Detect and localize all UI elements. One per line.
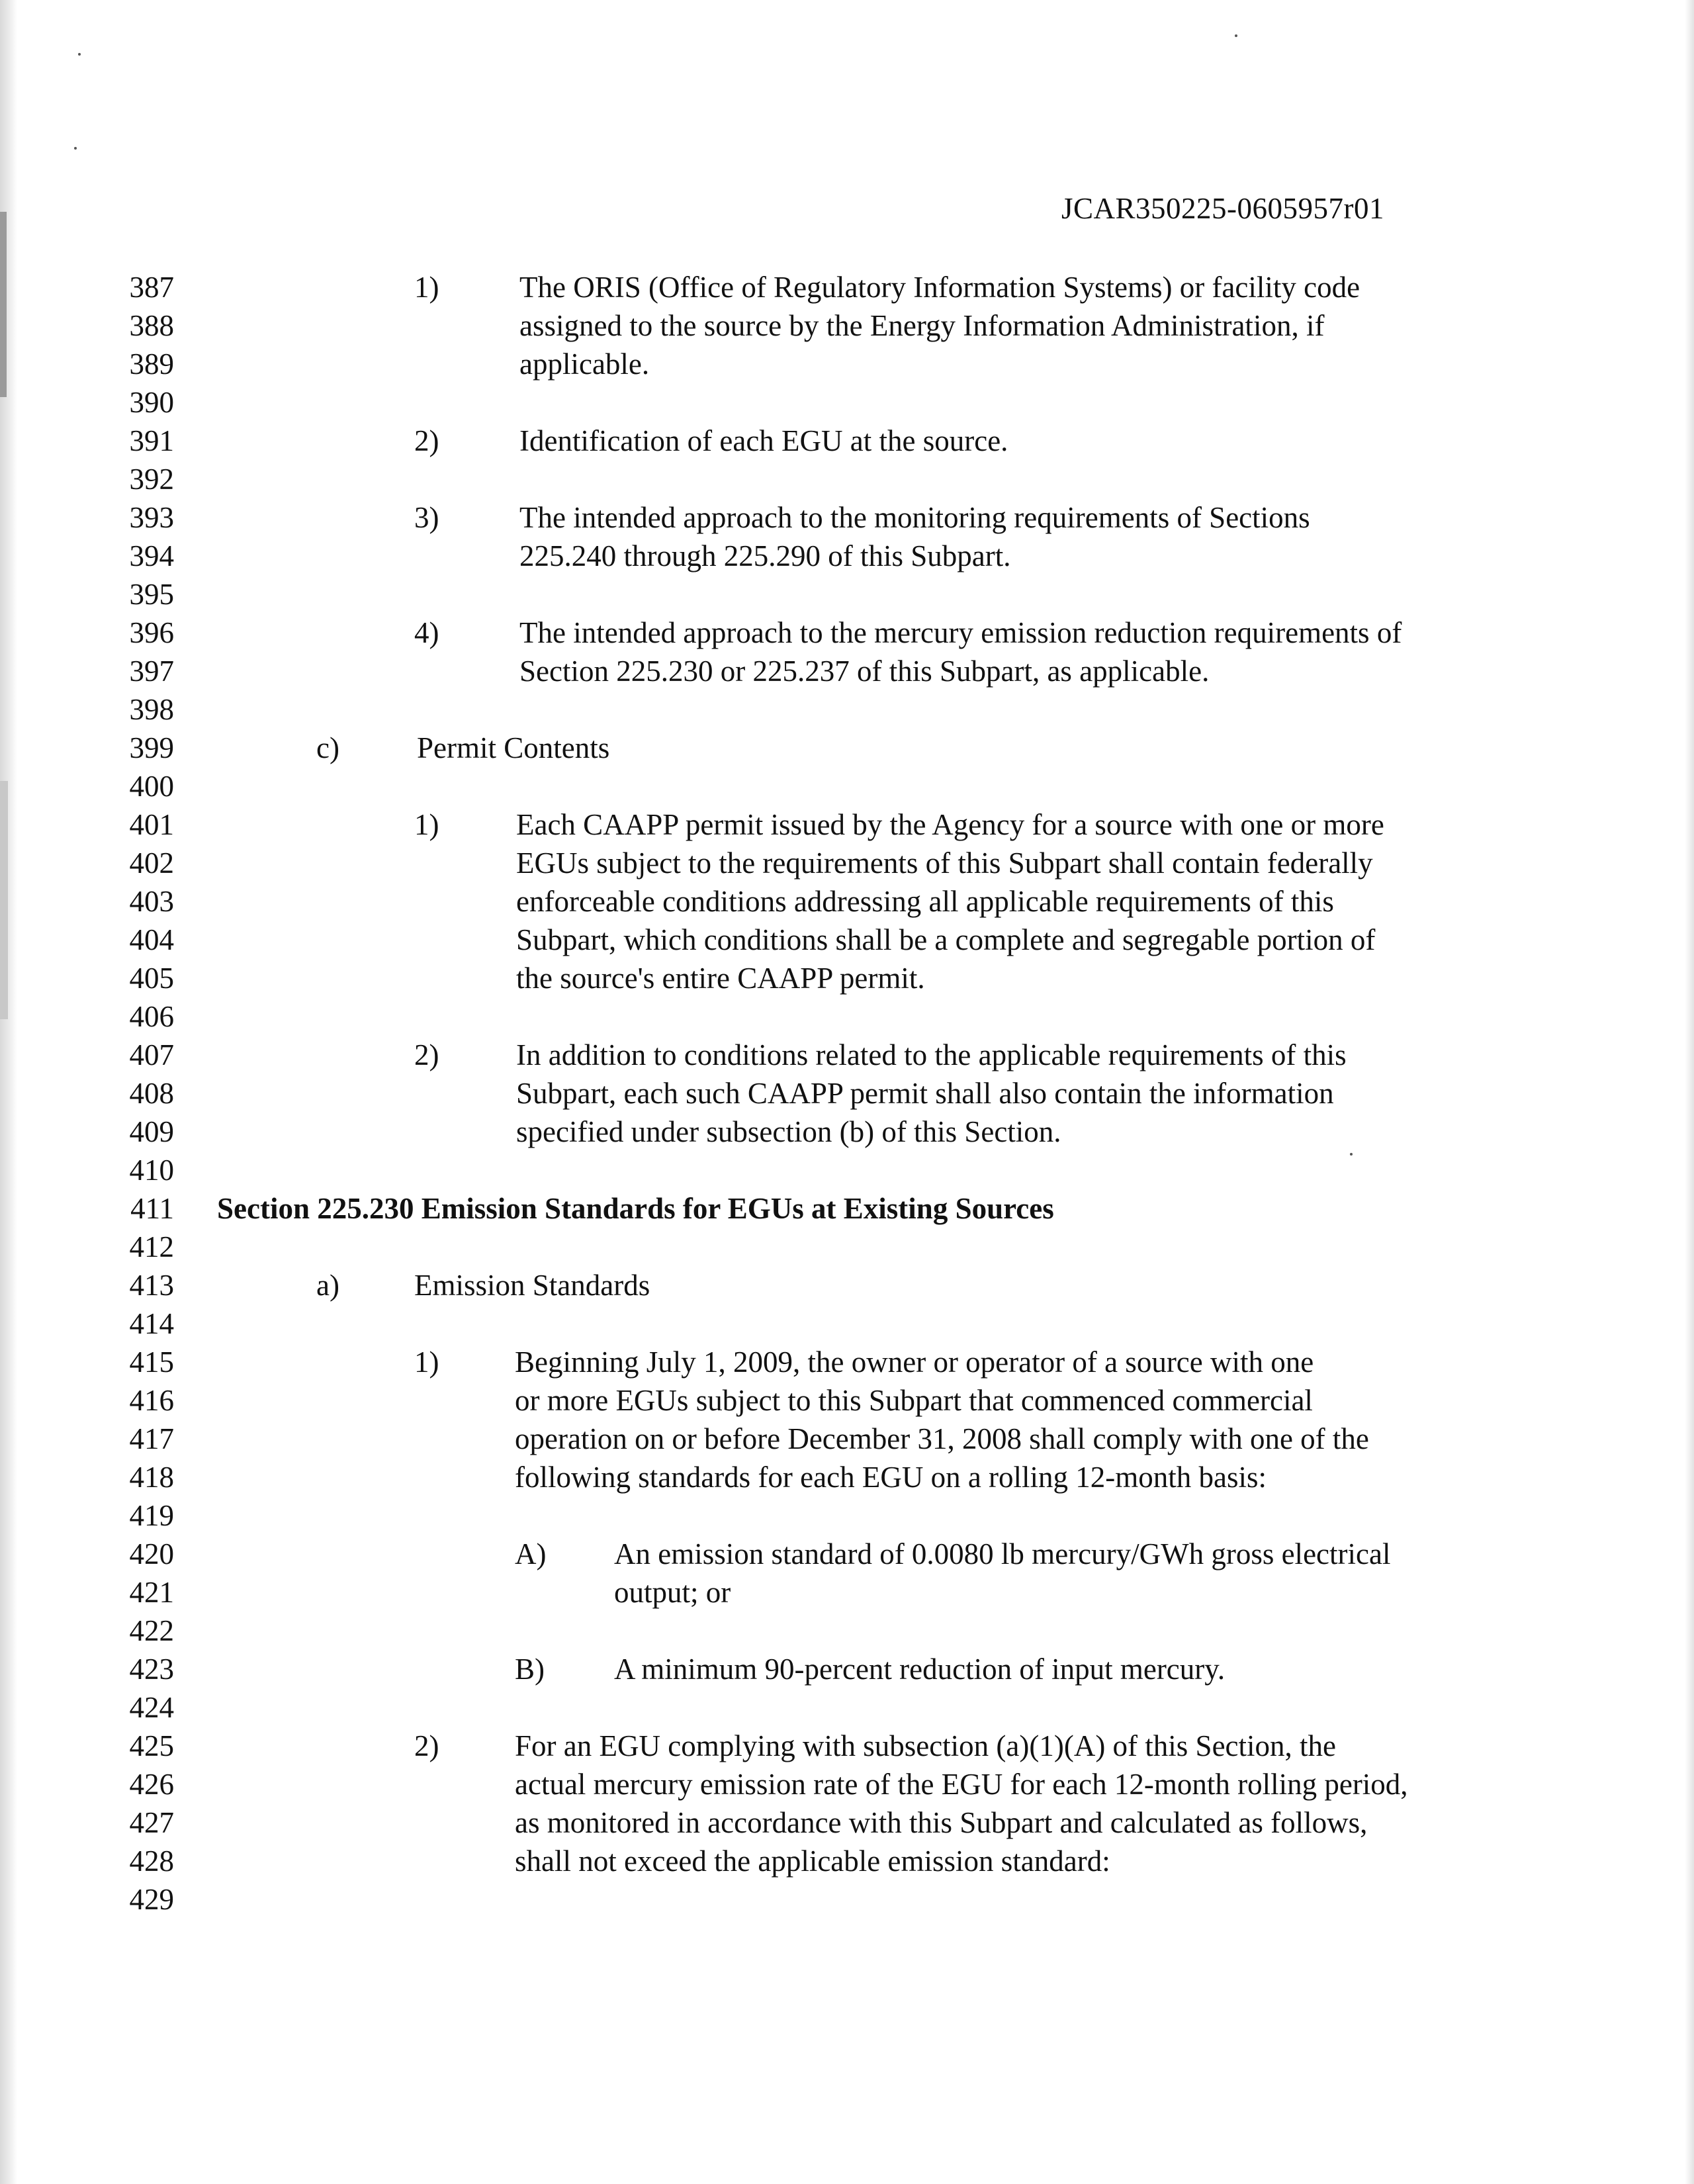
subsection-marker: a) [316, 1269, 339, 1302]
paragraph-line: actual mercury emission rate of the EGU for each 12-month rolling period, [515, 1768, 1408, 1801]
list-marker: 1) [414, 808, 439, 841]
paragraph-line: The intended approach to the monitoring requirements of Sections [519, 501, 1310, 534]
document-id: JCAR350225-0605957r01 [1061, 192, 1385, 225]
paragraph-line: A minimum 90-percent reduction of input mercury. [614, 1653, 1226, 1686]
paragraph-line: assigned to the source by the Energy Information Administration, if [519, 309, 1325, 342]
line-number: 393 [129, 501, 174, 534]
paragraph-line: specified under subsection (b) of this Section. [516, 1115, 1061, 1148]
subsection-marker: c) [316, 731, 339, 764]
paragraph-line: as monitored in accordance with this Subpart and calculated as follows, [515, 1806, 1368, 1839]
line-number: 391 [129, 424, 174, 457]
paragraph-line: operation on or before December 31, 2008 shall comply with one of the [515, 1422, 1369, 1455]
list-marker: 3) [414, 501, 439, 534]
paragraph-line: Subpart, each such CAAPP permit shall also contain the information [516, 1077, 1334, 1110]
line-number: 398 [129, 693, 174, 726]
list-marker: 1) [414, 1345, 439, 1379]
paragraph-line: output; or [614, 1576, 731, 1609]
subsection-heading: Emission Standards [414, 1269, 650, 1302]
scan-edge-right [1685, 0, 1694, 2184]
paragraph-line: The ORIS (Office of Regulatory Information Systems) or facility code [519, 271, 1360, 304]
line-number: 419 [129, 1499, 174, 1532]
paragraph-line: Identification of each EGU at the source. [519, 424, 1008, 457]
line-number: 429 [129, 1883, 174, 1916]
paragraph-line: the source's entire CAAPP permit. [516, 962, 925, 995]
paragraph-line: The intended approach to the mercury emission reduction requirements of [519, 616, 1402, 649]
paragraph-line: Each CAAPP permit issued by the Agency for a source with one or more [516, 808, 1384, 841]
line-number: 394 [129, 539, 174, 572]
line-number: 410 [129, 1154, 174, 1187]
line-number: 399 [129, 731, 174, 764]
line-number: 397 [129, 655, 174, 688]
line-number: 408 [129, 1077, 174, 1110]
line-number: 428 [129, 1844, 174, 1878]
line-number: 413 [129, 1269, 174, 1302]
paragraph-line: An emission standard of 0.0080 lb mercury/GWh gross electrical [614, 1537, 1391, 1570]
line-number: 396 [129, 616, 174, 649]
line-number: 392 [129, 463, 174, 496]
scan-speck [1235, 34, 1237, 37]
list-marker: 2) [414, 1038, 439, 1071]
line-number: 412 [129, 1230, 174, 1263]
paragraph-line: or more EGUs subject to this Subpart that commenced commercial [515, 1384, 1313, 1417]
list-marker: 2) [414, 424, 439, 457]
line-number: 388 [129, 309, 174, 342]
paragraph-line: For an EGU complying with subsection (a)(1)(A) of this Section, the [515, 1729, 1337, 1762]
paragraph-line: Section 225.230 or 225.237 of this Subpart, as applicable. [519, 655, 1210, 688]
paragraph-line: enforceable conditions addressing all applicable requirements of this [516, 885, 1334, 918]
line-number: 405 [129, 962, 174, 995]
line-number: 389 [129, 347, 174, 381]
list-marker: A) [515, 1537, 547, 1570]
paragraph-line: 225.240 through 225.290 of this Subpart. [519, 539, 1011, 572]
scan-edge-shadow [0, 781, 8, 1019]
line-number: 427 [129, 1806, 174, 1839]
paragraph-line: EGUs subject to the requirements of this Subpart shall contain federally [516, 846, 1373, 880]
line-number: 400 [129, 770, 174, 803]
line-number: 411 [130, 1192, 174, 1225]
line-number: 420 [129, 1537, 174, 1570]
line-number: 401 [129, 808, 174, 841]
line-number: 418 [129, 1461, 174, 1494]
paragraph-line: Beginning July 1, 2009, the owner or operator of a source with one [515, 1345, 1314, 1379]
line-number: 402 [129, 846, 174, 880]
line-number: 395 [129, 578, 174, 611]
line-number: 406 [129, 1000, 174, 1033]
line-number: 426 [129, 1768, 174, 1801]
section-heading: Section 225.230 Emission Standards for EGUs at Existing Sources [217, 1192, 1054, 1225]
line-number: 421 [129, 1576, 174, 1609]
paragraph-line: shall not exceed the applicable emission standard: [515, 1844, 1110, 1878]
line-number: 416 [129, 1384, 174, 1417]
line-number: 403 [129, 885, 174, 918]
scan-speck [1350, 1153, 1353, 1156]
line-number: 415 [129, 1345, 174, 1379]
paragraph-line: following standards for each EGU on a rolling 12-month basis: [515, 1461, 1267, 1494]
list-marker: 4) [414, 616, 439, 649]
paragraph-line: In addition to conditions related to the applicable requirements of this [516, 1038, 1347, 1071]
line-number: 409 [129, 1115, 174, 1148]
list-marker: 2) [414, 1729, 439, 1762]
line-number: 407 [129, 1038, 174, 1071]
scan-speck [78, 53, 81, 56]
line-number: 425 [129, 1729, 174, 1762]
line-number: 414 [129, 1307, 174, 1340]
line-number: 423 [129, 1653, 174, 1686]
line-number: 422 [129, 1614, 174, 1647]
paragraph-line: Subpart, which conditions shall be a complete and segregable portion of [516, 923, 1376, 956]
list-marker: B) [515, 1653, 545, 1686]
scan-edge-shadow [0, 212, 7, 397]
line-number: 424 [129, 1691, 174, 1724]
line-number: 404 [129, 923, 174, 956]
line-number: 387 [129, 271, 174, 304]
subsection-heading: Permit Contents [417, 731, 610, 764]
line-number: 417 [129, 1422, 174, 1455]
scan-speck [74, 147, 77, 150]
list-marker: 1) [414, 271, 439, 304]
paragraph-line: applicable. [519, 347, 650, 381]
line-number: 390 [129, 386, 174, 419]
